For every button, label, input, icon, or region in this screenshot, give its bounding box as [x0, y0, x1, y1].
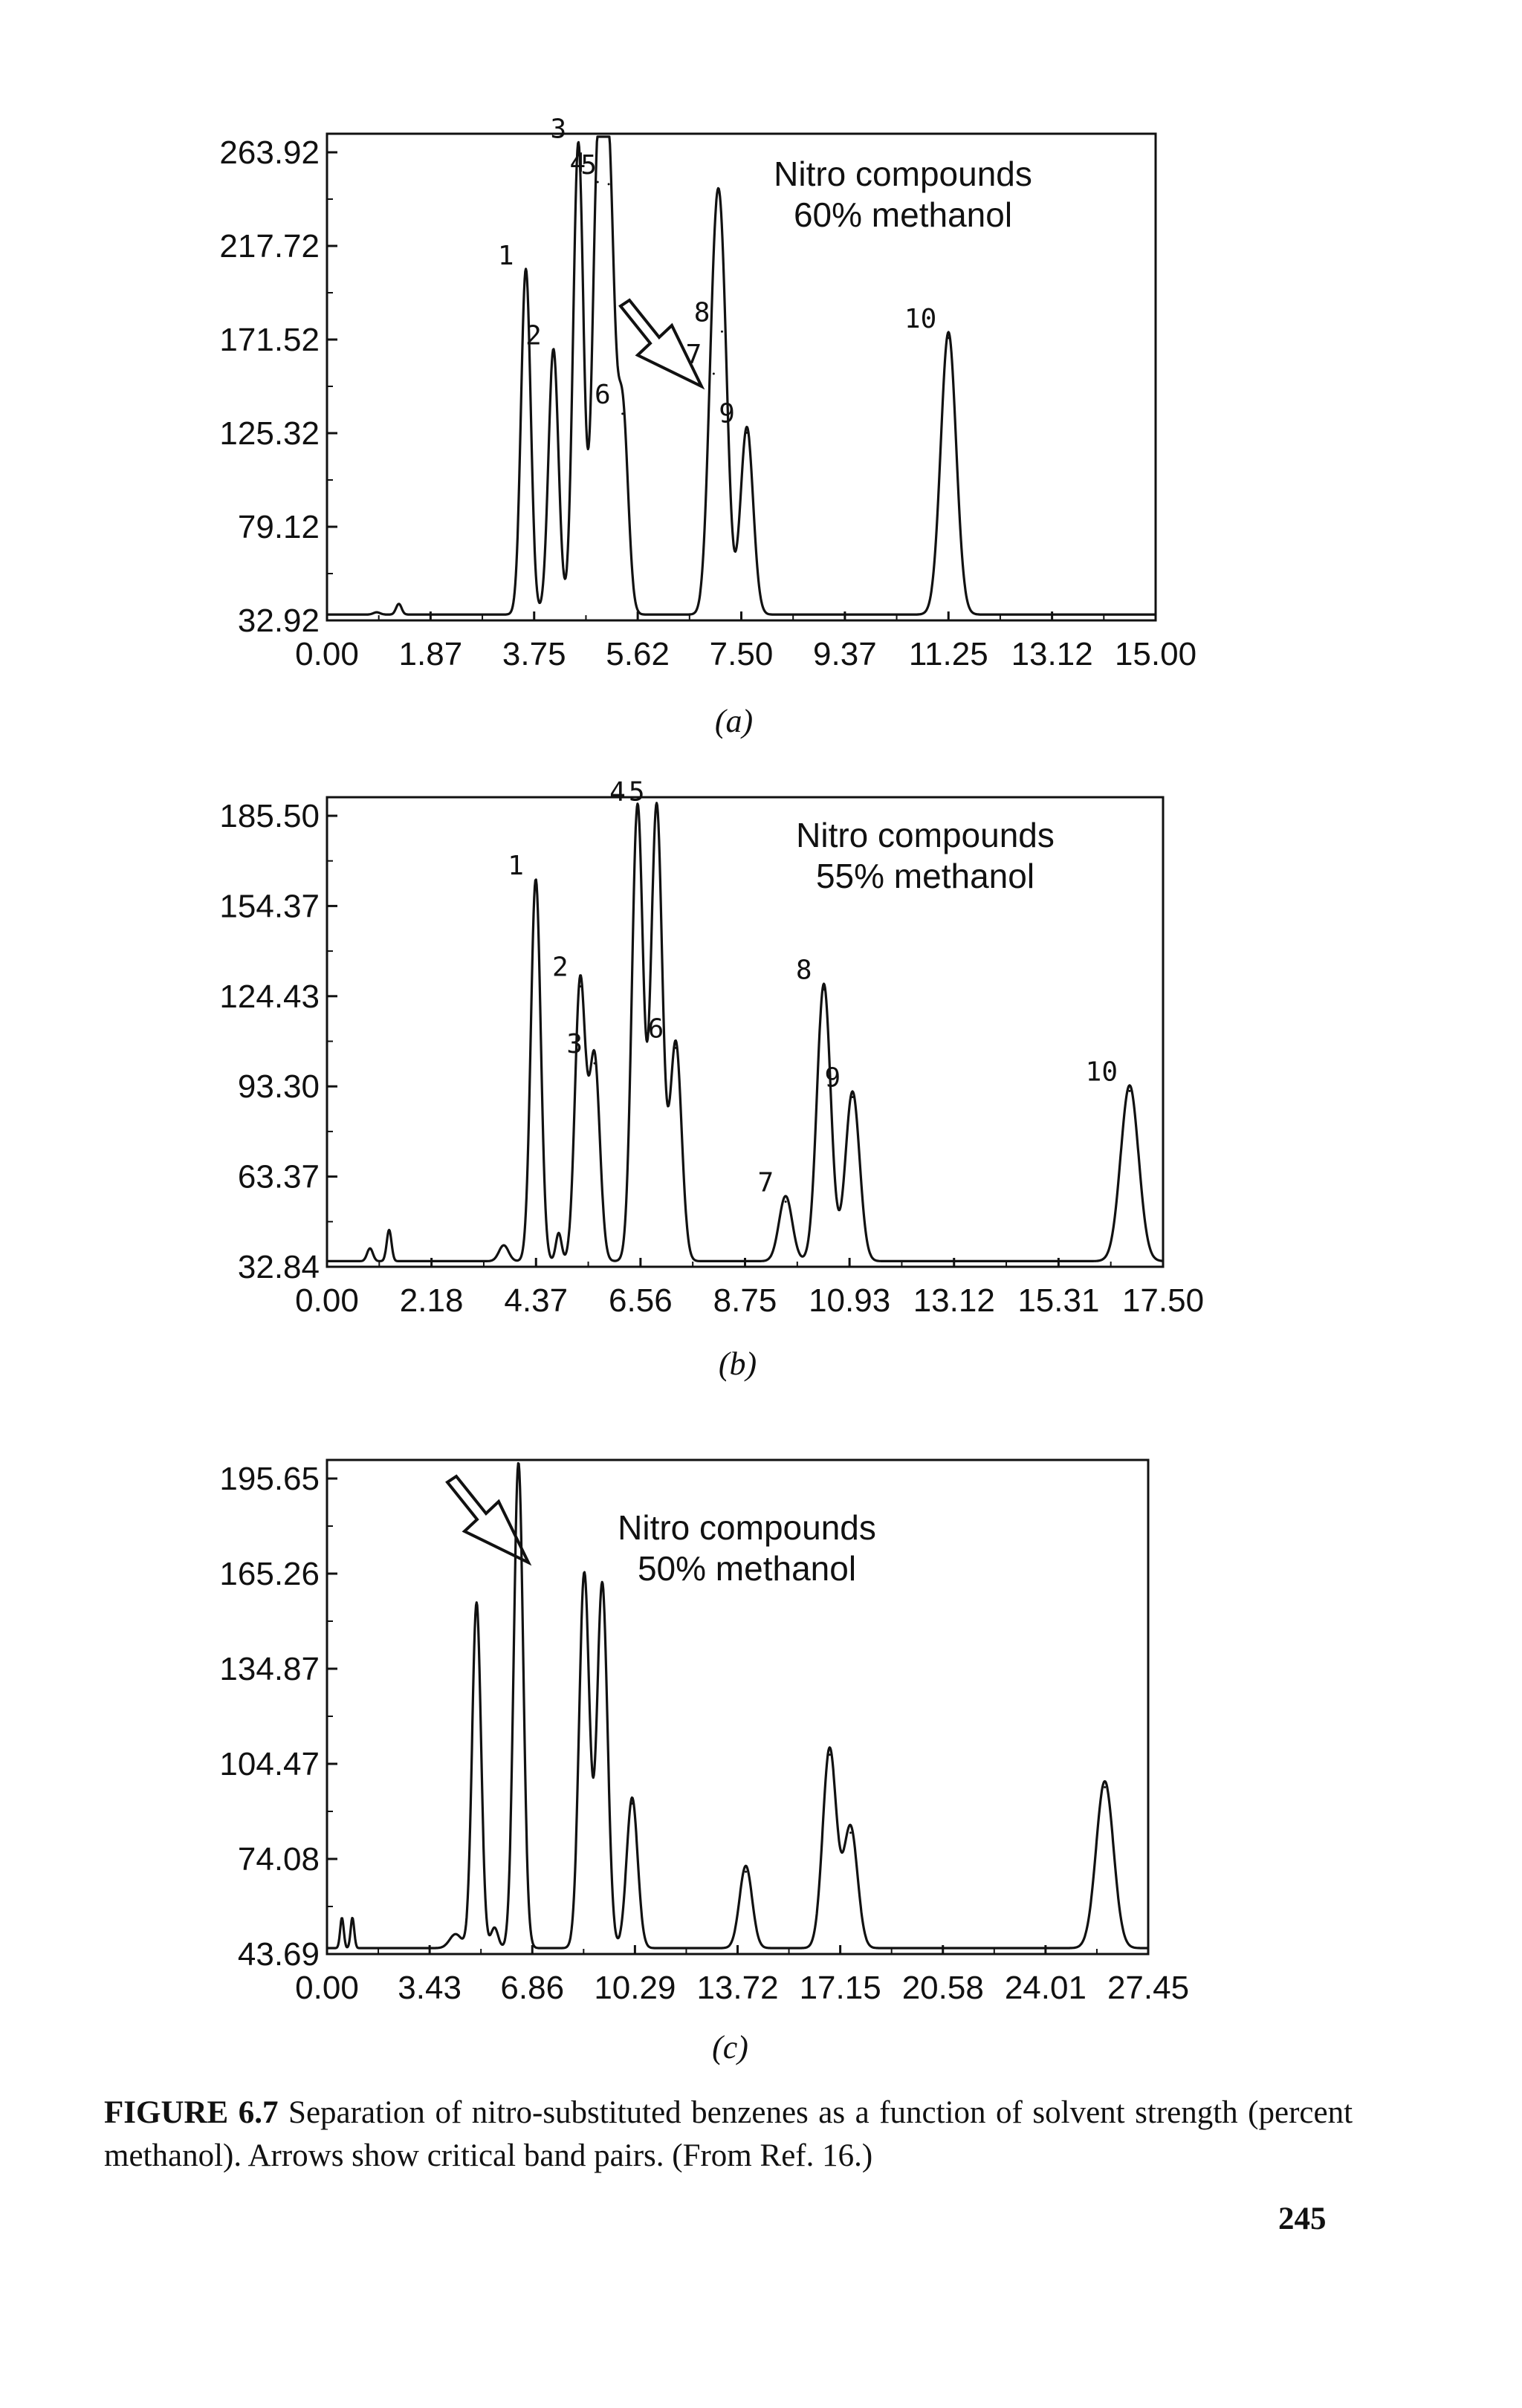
- figure-caption: [104, 2091, 1353, 2178]
- x-tick-label: 20.58: [901, 1970, 984, 2006]
- x-tick-label: 17.50: [1121, 1282, 1205, 1319]
- peak-3: [583, 1578, 586, 1580]
- peak-label: 1: [508, 850, 524, 881]
- peak-label: 10: [1085, 1057, 1118, 1088]
- peak-4: [597, 181, 599, 183]
- figure-label: FIGURE 6.7: [104, 2095, 279, 2130]
- y-tick-label: 32.92: [237, 603, 320, 639]
- x-tick-label: 13.12: [1011, 636, 1093, 672]
- peak-3: [594, 1062, 596, 1065]
- peak-9: [745, 432, 748, 434]
- peak-label: 5: [628, 776, 645, 808]
- peak-6: [621, 412, 624, 415]
- y-tick-label: 185.50: [219, 798, 320, 834]
- chart-panel-b: [219, 777, 1204, 1382]
- x-tick-label: 0.00: [295, 1282, 359, 1319]
- x-tick-label: 27.45: [1107, 1970, 1190, 2006]
- y-tick-label: 124.43: [219, 978, 320, 1015]
- x-tick-label: 13.12: [913, 1282, 995, 1319]
- x-tick-label: 3.75: [502, 636, 566, 672]
- peak-7: [829, 1753, 831, 1756]
- peak-label: 8: [693, 297, 710, 328]
- page-number: 245: [1278, 2201, 1327, 2236]
- peak-label: 5: [580, 149, 598, 181]
- peak-6: [745, 1871, 747, 1873]
- x-tick-label: 17.15: [799, 1970, 881, 2006]
- peak-label: 6: [594, 379, 611, 410]
- peak-4: [636, 810, 638, 812]
- y-tick-label: 165.26: [219, 1556, 320, 1592]
- panel-label: (a): [714, 703, 754, 739]
- peak-6: [675, 1047, 677, 1049]
- peak-4: [601, 1588, 603, 1590]
- y-tick-label: 104.47: [219, 1746, 320, 1782]
- x-tick-label: 10.29: [594, 1970, 676, 2006]
- annotation-line-2: 50% methanol: [637, 1549, 857, 1588]
- peak-5: [608, 183, 610, 185]
- y-tick-label: 63.37: [237, 1158, 320, 1195]
- peak-5: [631, 1802, 633, 1805]
- peak-10: [948, 337, 950, 339]
- x-tick-label: 0.00: [295, 1970, 359, 2006]
- y-tick-label: 74.08: [237, 1841, 320, 1878]
- chart-panel-c: [219, 1460, 1189, 2065]
- peak-label: 2: [552, 952, 569, 983]
- x-tick-label: 7.50: [709, 636, 774, 672]
- peak-label: 3: [566, 1029, 583, 1060]
- peak-8: [849, 1831, 852, 1834]
- x-tick-label: 3.43: [398, 1970, 462, 2006]
- annotation-line-2: 55% methanol: [815, 857, 1035, 895]
- y-tick-label: 171.52: [219, 322, 320, 358]
- peak-2: [579, 985, 581, 987]
- y-tick-label: 154.37: [219, 888, 320, 925]
- peak-label: 4: [569, 147, 586, 178]
- y-tick-label: 134.87: [219, 1651, 320, 1687]
- x-tick-label: 6.56: [609, 1282, 673, 1319]
- x-tick-label: 10.93: [809, 1282, 891, 1319]
- peak-9: [852, 1096, 854, 1098]
- y-tick-label: 93.30: [237, 1068, 320, 1106]
- peak-2: [517, 1467, 519, 1470]
- peak-label: 2: [525, 320, 542, 351]
- chromatogram-trace: [327, 137, 1156, 614]
- peak-1: [534, 883, 537, 886]
- panel-label: (c): [712, 2029, 748, 2065]
- peak-label: 9: [719, 398, 735, 429]
- peak-label: 7: [685, 340, 702, 371]
- y-tick-label: 43.69: [237, 1936, 320, 1973]
- x-tick-label: 4.37: [504, 1282, 569, 1319]
- chromatogram-trace: [327, 803, 1163, 1262]
- peak-label: 4: [609, 776, 626, 808]
- peak-5: [655, 810, 658, 812]
- peak-label: 7: [757, 1167, 774, 1198]
- annotation-line-2: 60% methanol: [793, 195, 1013, 234]
- peak-label: 1: [497, 240, 514, 271]
- x-tick-label: 1.87: [398, 636, 463, 672]
- peak-1: [476, 1607, 478, 1609]
- peak-7: [785, 1201, 787, 1203]
- y-tick-label: 32.84: [237, 1249, 320, 1285]
- annotation-line-1: Nitro compounds: [796, 816, 1055, 854]
- peak-2: [552, 354, 554, 356]
- peak-label: 3: [550, 114, 567, 145]
- peak-8: [823, 988, 825, 990]
- x-tick-label: 11.25: [908, 636, 988, 672]
- peak-1: [525, 273, 527, 276]
- x-tick-label: 2.18: [399, 1282, 464, 1319]
- x-tick-label: 8.75: [713, 1282, 777, 1319]
- y-tick-label: 195.65: [219, 1461, 320, 1497]
- caption-text: Separation of nitro-substituted benzenes as a function of solvent strength (percent methanol). Arrows show critical band pairs. (From Ref. 16.): [104, 2095, 1353, 2173]
- x-tick-label: 5.62: [606, 636, 670, 672]
- x-tick-label: 15.00: [1114, 636, 1197, 672]
- y-tick-label: 217.72: [219, 228, 320, 265]
- y-tick-label: 263.92: [219, 134, 320, 171]
- plot-frame: [327, 797, 1163, 1267]
- peak-8: [721, 331, 723, 333]
- plot-frame: [327, 134, 1156, 620]
- peak-7: [713, 373, 715, 375]
- panel-label: (b): [718, 1346, 757, 1382]
- peak-label: 8: [795, 955, 812, 986]
- annotation-line-1: Nitro compounds: [774, 155, 1032, 193]
- x-tick-label: 15.31: [1017, 1282, 1100, 1319]
- y-tick-label: 79.12: [237, 509, 320, 545]
- x-tick-label: 24.01: [1004, 1970, 1087, 2006]
- peak-label: 6: [647, 1013, 664, 1045]
- x-tick-label: 0.00: [295, 636, 359, 672]
- chart-panel-a: [219, 114, 1196, 739]
- x-tick-label: 13.72: [696, 1970, 779, 2006]
- x-tick-label: 6.86: [500, 1970, 565, 2006]
- peak-label: 9: [824, 1062, 841, 1094]
- annotation-line-1: Nitro compounds: [618, 1508, 876, 1547]
- peak-label: 10: [904, 303, 937, 334]
- y-tick-label: 125.32: [219, 415, 320, 452]
- peak-10: [1129, 1090, 1131, 1092]
- peak-9: [1104, 1786, 1106, 1788]
- x-tick-label: 9.37: [813, 636, 877, 672]
